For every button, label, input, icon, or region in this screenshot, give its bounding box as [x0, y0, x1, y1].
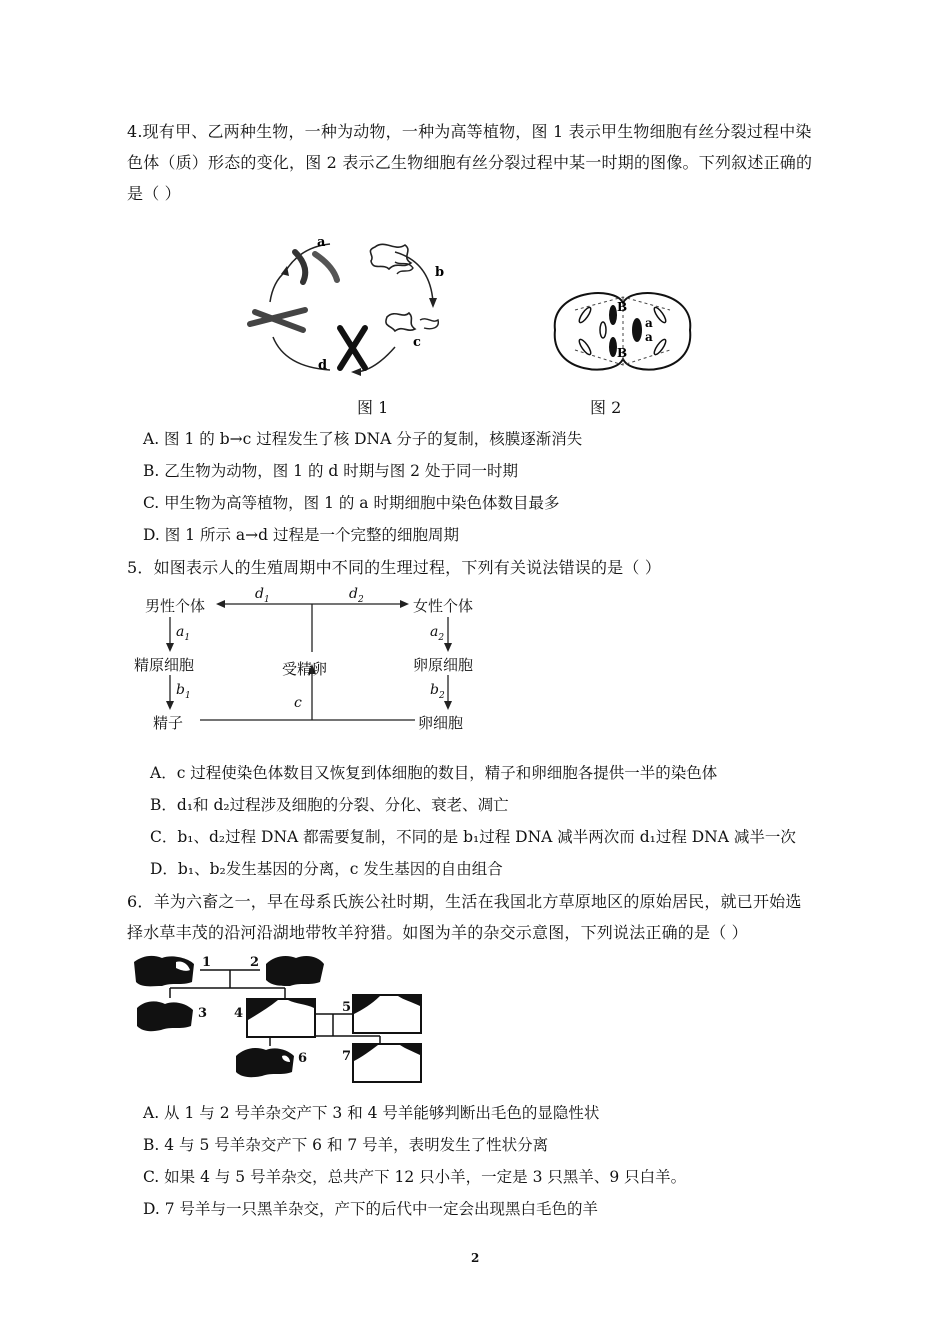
sheep-1-black [132, 952, 198, 990]
q5-stem: 5．如图表示人的生殖周期中不同的生理过程，下列有关说法错误的是（ ） [127, 558, 662, 577]
diagram-spermatogonium: 精原细胞 [134, 656, 195, 674]
q6-stem-line2: 择水草丰茂的沿河沿湖地带牧羊狩猎。如图为羊的杂交示意图，下列说法正确的是（ ） [127, 923, 748, 942]
diagram-label-a2: $a_2$ [430, 624, 445, 643]
diagram-zygote: 受精卵 [282, 660, 328, 678]
q4-option-b: B. 乙生物为动物，图 1 的 d 时期与图 2 处于同一时期 [143, 462, 518, 480]
figure-2-caption: 图 2 [590, 398, 622, 417]
q6-option-c: C. 如果 4 与 5 号羊杂交，总共产下 12 只小羊，一定是 3 只黑羊、9 只白羊。 [143, 1168, 687, 1186]
fig2-label-B-bottom: B [617, 346, 628, 360]
q6-option-d: D. 7 号羊与一只黑羊杂交，产下的后代中一定会出现黑白毛色的羊 [143, 1200, 599, 1218]
diagram-label-d2: $d_2$ [349, 586, 364, 605]
sheep-7-number: 7 [342, 1049, 352, 1064]
sheep-4-number: 4 [234, 1006, 244, 1021]
sheep-7-white [352, 1043, 422, 1083]
diagram-label-d1: $d_1$ [255, 586, 270, 605]
diagram-label-b1: $b_1$ [176, 682, 191, 701]
figure-1-chromosome-cycle [245, 232, 480, 382]
fig1-label-c: c [413, 335, 421, 350]
fig1-label-a: a [317, 235, 326, 250]
sheep-5-number: 5 [342, 1000, 352, 1015]
q4-option-d: D. 图 1 所示 a→d 过程是一个完整的细胞周期 [143, 526, 459, 544]
fig2-label-a-2: a [645, 330, 653, 344]
diagram-egg: 卵细胞 [418, 714, 464, 732]
q4-option-c: C. 甲生物为高等植物，图 1 的 a 时期细胞中染色体数目最多 [143, 494, 560, 512]
diagram-label-c: c [294, 695, 302, 711]
q4-stem-line1: 4.现有甲、乙两种生物，一种为动物，一种为高等植物，图 1 表示甲生物细胞有丝分裂过程中染 [127, 122, 812, 141]
q5-option-a: A．c 过程使染色体数目又恢复到体细胞的数目，精子和卵细胞各提供一半的染色体 [150, 764, 718, 782]
figure-2-dividing-cell [545, 285, 700, 380]
sheep-3-number: 3 [198, 1006, 208, 1021]
sheep-2-black [262, 952, 328, 990]
sheep-4-white [246, 998, 316, 1038]
diagram-oogonium: 卵原细胞 [413, 656, 474, 674]
q5-option-b: B．d₁和 d₂过程涉及细胞的分裂、分化、衰老、凋亡 [150, 796, 509, 814]
q6-stem-line1: 6．羊为六畜之一，早在母系氏族公社时期，生活在我国北方草原地区的原始居民，就已开始选 [127, 892, 802, 911]
sheep-2-number: 2 [250, 955, 260, 970]
page-number: 2 [471, 1251, 480, 1265]
diagram-label-b2: $b_2$ [430, 682, 445, 701]
diagram-female: 女性个体 [413, 597, 474, 615]
q6-option-b: B. 4 与 5 号羊杂交产下 6 和 7 号羊，表明发生了性状分离 [143, 1136, 549, 1154]
sheep-5-white [352, 994, 422, 1034]
fig1-label-d: d [318, 358, 328, 373]
fig2-label-B-top: B [617, 300, 628, 314]
q4-option-a: A. 图 1 的 b→c 过程发生了核 DNA 分子的复制，核膜逐渐消失 [143, 430, 583, 448]
diagram-label-a1: $a_1$ [176, 624, 191, 643]
sheep-1-number: 1 [202, 955, 212, 970]
q5-option-d: D．b₁、b₂发生基因的分离，c 发生基因的自由组合 [150, 860, 503, 878]
fig2-label-a-1: a [645, 316, 653, 330]
fig1-label-b: b [435, 265, 445, 280]
q5-option-c: C．b₁、d₂过程 DNA 都需要复制，不同的是 b₁过程 DNA 减半两次而 d₁过程 DNA 减半一次 [150, 828, 796, 846]
q4-stem-line3: 是（ ） [127, 184, 181, 203]
sheep-6-number: 6 [298, 1051, 308, 1066]
sheep-3-black [135, 998, 195, 1034]
diagram-sperm: 精子 [153, 714, 184, 732]
q6-option-a: A. 从 1 与 2 号羊杂交产下 3 和 4 号羊能够判断出毛色的显隐性状 [143, 1104, 600, 1122]
figure-1-caption: 图 1 [357, 398, 389, 417]
diagram-male: 男性个体 [145, 597, 206, 615]
q4-stem-line2: 色体（质）形态的变化，图 2 表示乙生物细胞有丝分裂过程中某一时期的图像。下列叙述正确的 [127, 153, 813, 172]
sheep-6-black [234, 1044, 296, 1080]
